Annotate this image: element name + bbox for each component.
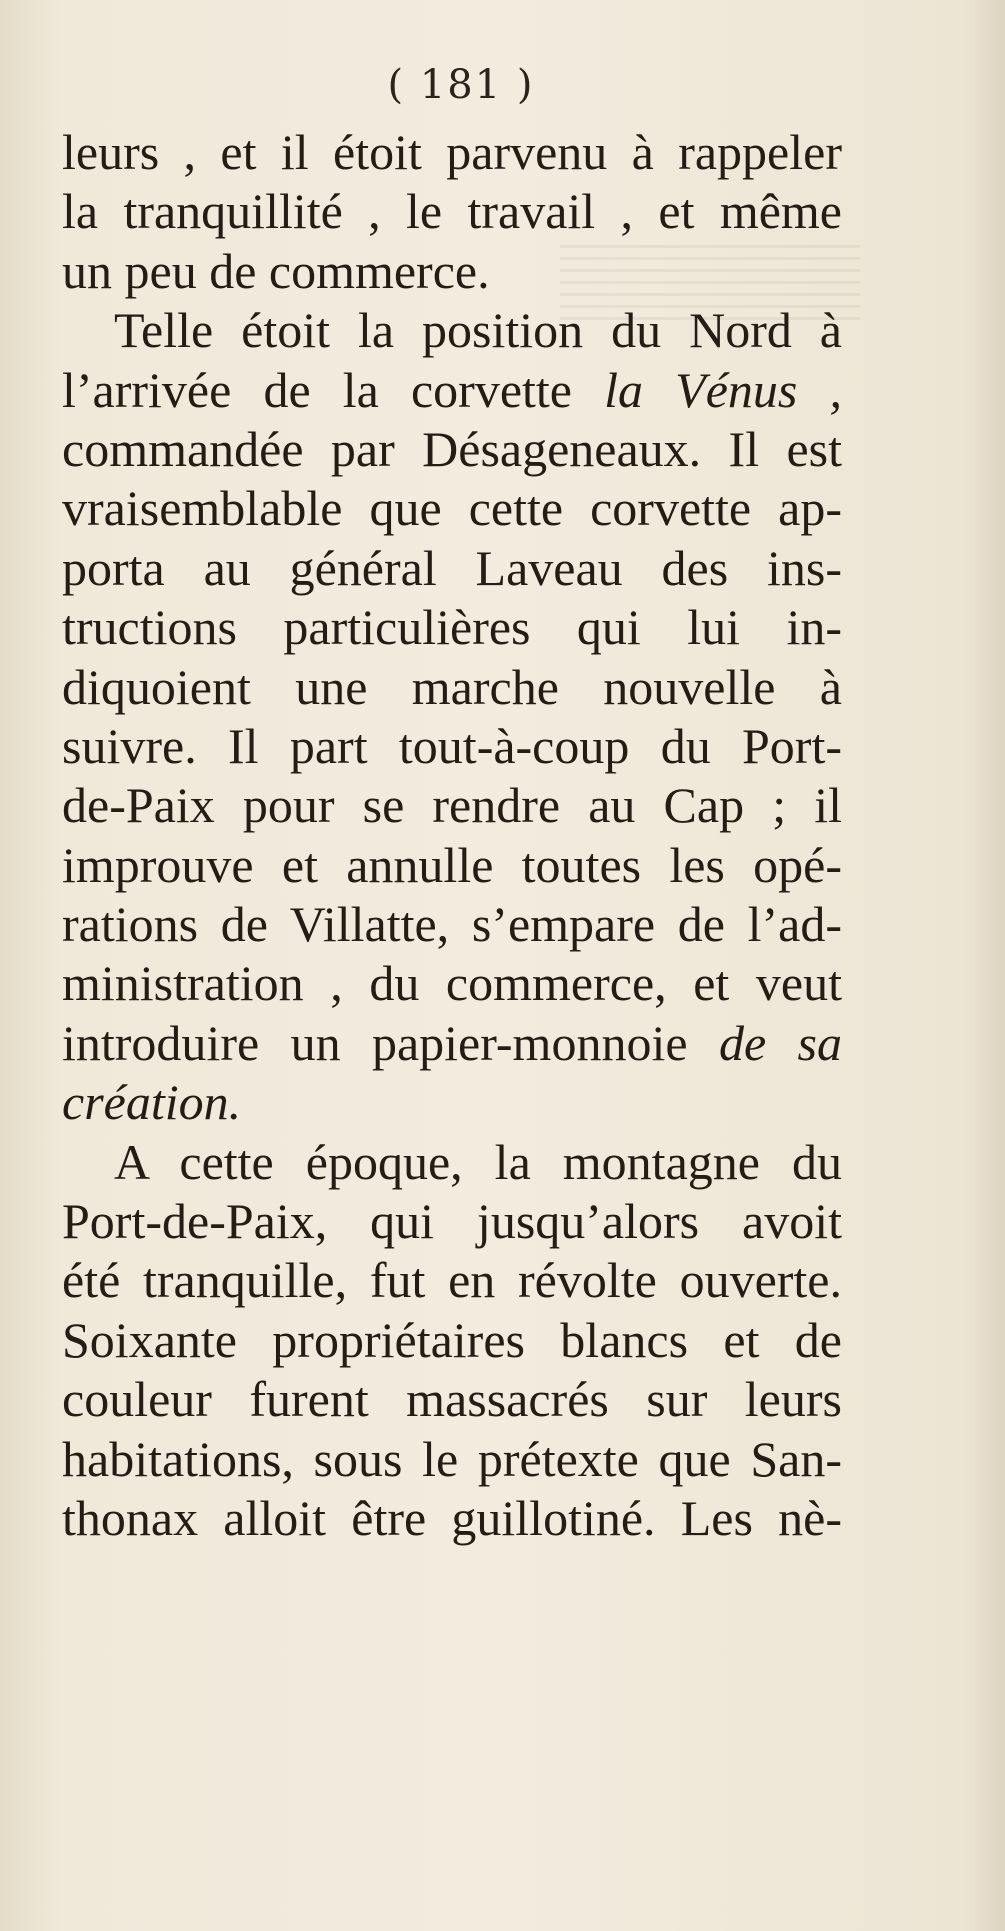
text-line: vraisemblable que cette corvette ap- [62, 480, 842, 537]
italic-creation: création. [62, 1074, 242, 1131]
text-segment: introduire un papier-monnoie [62, 1014, 719, 1071]
text-line [62, 1073, 842, 1132]
text-line: thonax alloit être guillotiné. Les nè- [62, 1489, 842, 1546]
text-line: un peu de commerce. [62, 242, 490, 299]
text-line: Port-de-Paix, qui jusqu’alors avoit [62, 1193, 842, 1250]
text-line: été tranquille, fut en révolte ouverte. [62, 1252, 842, 1309]
text-line: Soixante propriétaires blancs et de [62, 1311, 842, 1368]
text-segment: l’arrivée de la corvette [62, 361, 605, 418]
page-number: ( 181 ) [387, 62, 535, 108]
italic-de-sa: de sa [718, 1014, 842, 1071]
ship-name-italic: la Vénus , [604, 361, 842, 418]
text-line [62, 1014, 842, 1073]
text-line: la tranquillité , le travail , et même [62, 183, 842, 240]
text-line: tructions particulières qui lui in- [62, 599, 842, 656]
text-line [62, 361, 842, 420]
text-line: de-Paix pour se rendre au Cap ; il [62, 777, 842, 834]
text-line: A cette époque, la montagne du [114, 1133, 842, 1190]
text-line: porta au général Laveau des ins- [62, 539, 842, 596]
text-line: commandée par Désageneaux. Il est [62, 420, 842, 477]
text-line: Telle étoit la position du Nord à [114, 302, 842, 359]
text-line: improuve et annulle toutes les opé- [62, 836, 842, 893]
text-line: diquoient une marche nouvelle à [62, 658, 842, 715]
text-line: couleur furent massacrés sur leurs [62, 1371, 842, 1428]
text-line: suivre. Il part tout-à-coup du Port- [62, 717, 842, 774]
text-line: leurs , et il étoit parvenu à rappeler [62, 124, 842, 180]
text-line: ministration , du commerce, et veut [62, 955, 842, 1012]
text-line: rations de Villatte, s’empare de l’ad- [62, 896, 842, 953]
body-text [62, 123, 842, 1548]
text-line: habitations, sous le prétexte que San- [62, 1430, 842, 1487]
